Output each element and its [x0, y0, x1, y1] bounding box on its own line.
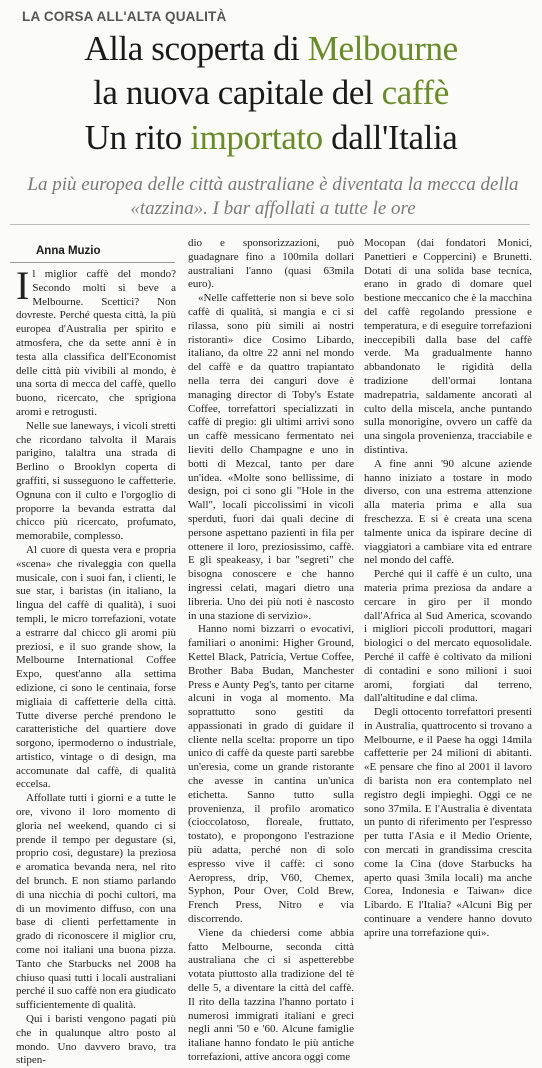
- paragraph: Viene da chiedersi come abbia fatto Melbourne, seconda città australiana che ci si aspetterebbe votata piuttosto alla tradizione del tè delle 5, a diventare la città del caffè. Il rito della tazzina l'hanno portato i numerosi immigrati italiani e greci negli anni '50 e '60. Alcune famiglie italiane hanno fondato le più antiche torrefazioni, attive ancora oggi come: [188, 926, 354, 1064]
- byline: Anna Muzio: [36, 245, 101, 257]
- paragraph: Affollate tutti i giorni e a tutte le ore, vivono il loro momento di gloria nel weekend, quando ci si prende il tempo per degustare (sì, proprio così, degustare) la preziosa e aromatica bevanda nera, nel rito del brunch. E non stiamo parlando di una nicchia di pochi cultori, ma di un movimento diffuso, con una base di clienti perfettamente in grado di riconoscere il miglior cru, come noi italiani una buona pizza. Tanto che Starbucks nel 2008 ha chiuso quasi tutti i locali australiani perché il suo caffè non era giudicato sufficientemente di qualità.: [16, 792, 176, 1012]
- headline-text: dall'Italia: [322, 118, 458, 157]
- dropcap: I: [16, 263, 30, 308]
- headline-text: la nuova capitale del: [93, 73, 382, 112]
- kicker: LA CORSA ALL'ALTA QUALITÀ: [22, 9, 227, 24]
- divider: [10, 224, 530, 225]
- headline-line-1: [0, 30, 542, 68]
- paragraph: Perché qui il caffè è un culto, una materia prima preziosa da andare a cercare in giro per il mondo dall'Africa al Sud America, scovando i migliori piccoli produttori, magari biologici o del mercato equosolidale. Perché il caffè è coltivato da milioni di contadini e sono milioni i suoi aromi, forgiati dal terreno, dall'altitudine e dal clima.: [364, 568, 532, 705]
- headline-text: Alla scoperta di: [84, 29, 308, 68]
- headline-line-3: [0, 119, 542, 157]
- subhead: La più europea delle città australiane è diventata la mecca della «tazzina». I bar affollati a tutte le ore: [27, 174, 519, 219]
- headline-accent: Melbourne: [307, 29, 458, 68]
- headline-line-2: [0, 74, 542, 112]
- article-column-3: [364, 237, 532, 963]
- paragraph: «Nelle caffetterie non si beve solo caffè di qualità, si mangia e ci si rilassa, sono più simili ai nostri ristoranti» dice Cosimo Libardo, italiano, da oltre 22 anni nel mondo del caffè e da quattro trapiantato nella terra dei canguri dove è managing director di Toby's Estate Coffee, torrefattori specializzati in caffè di pregio: gli ultimi arrivi sono un caffè messicano fermentato nei lieviti dello Champagne e uno in botti di Mezcal, tanto per dare un'idea. «Molte sono bellissime, di design, poi ci sono gli "Hole in the Wall", locali piccolissimi in vicoli sperduti, fuori dai quali decine di persone aspettano pazienti in fila per ottenere il loro, preziosissimo, caffè. E gli speakeasy, i bar "segreti" che bisogna conoscere e che hanno ingressi celati, magari dietro una libreria. Uno dei più noti è nascosto in una stazione di servizio».: [188, 292, 354, 622]
- paragraph: Nelle sue laneways, i vicoli stretti che ricordano talvolta il Marais parigino, talaltra una strada di Berlino o Brooklyn coperta di graffiti, si susseguono le caffetterie. Ognuna con il culto e l'orgoglio di proporre la bevanda estratta dal chicco più ricercato, profumato, memorabile, complesso.: [16, 419, 176, 543]
- headline-accent: caffè: [381, 73, 449, 112]
- byline-divider: [10, 262, 175, 263]
- paragraph: Al cuore di questa vera e propria «scena» che rivaleggia con quella musicale, con i suoi fan, i clienti, le sue star, i baristas (in italiano, la lingua del caffè di qualità), i suoi templi, le micro torrefazioni, votate a estrarre dal chicco gli aromi più preziosi, e il suo grande show, la Melbourne International Coffee Expo, quest'anno alla settima edizione, ci sono le centinaia, forse migliaia di caffetterie della città. Tutte diverse perché prendono le caratteristiche del quartiere dove sorgono, ipermoderno o industriale, artistico, vintage o di design, ma accomunate dal caffè, di qualità eccelsa.: [16, 543, 176, 791]
- headline-text: Un rito: [84, 118, 191, 157]
- paragraph-text: l miglior caffè del mondo? Secondo molti si beve a Melbourne. Scettici? Non dovreste. Perché questa città, la più europea d'Australia per spirito e atmosfera, che da sette anni è in testa alla classifica dell'Economist delle città più vivibili al mondo, è una sorta di mecca del caffè, quello buono, ricercato, che sprigiona aromi e retrogusti.: [16, 268, 176, 418]
- paragraph: Degli ottocento torrefattori presenti in Australia, quattrocento si trovano a Melbourne, e il Paese ha oggi 14mila caffetterie per 24 milioni di abitanti. «E pensare che fino al 2001 il lavoro di barista non era contemplato nel registro degli impieghi. Oggi ce ne sono 37mila. E l'Australia è diventata un punto di riferimento per l'espresso per tutta l'Asia e il Medio Oriente, con mercati in grandissima crescita come la Cina (dove Starbucks ha aperto quasi 3mila locali) ma anche Corea, Indonesia e Taiwan» dice Libardo. E l'Italia? «Alcuni Big per continuare a vendere hanno dovuto aprire una torrefazione qui».: [364, 706, 532, 939]
- paragraph: Mocopan (dai fondatori Monici, Panettieri e Coppercini) e Brunetti. Dotati di una solida base tecnica, erano in grado di domare quel bestione meccanico che è la macchina del caffè regolando pressione e temperatura, e di eseguire torrefazioni ineccepibili dalla base del caffè verde. Ma gradualmente hanno abbandonato le rigidità della tradizione dell'ormai lontana madrepatria, saldamente ancorati al culto della miscela, anche puntando sulla monorigine, ovvero un caffè da una singola provenienza, tracciabile e distintiva.: [364, 237, 532, 456]
- paragraph: Hanno nomi bizzarri o evocativi, familiari o anonimi: Higher Ground, Kettel Black, Patricia, Vertue Coffee, Brother Baba Budan, Manchester Press e Aunty Peg's, tanto per citarne alcuni in voga al momento. Ma soprattutto sono gestiti da appassionati in grado di guidare il cliente nella scelta: proporre un tipo unico di caffè da queste parti sarebbe un'eresia, come un grande ristorante che avesse in cantina un'unica etichetta. Sanno tutto sulla provenienza, il profilo aromatico (cioccolatoso, floreale, fruttato, tostato), e propongono l'estrazione più adatta, perché non di solo espresso vive il caffè: ci sono Aeropress, drip, V60, Chemex, Syphon, Pour Over, Cold Brew, French Press, Nitro e via discorrendo.: [188, 623, 354, 926]
- paragraph: Qui i baristi vengono pagati più che in qualunque altro posto al mondo. Uno davvero bravo, tra stipen-: [16, 1013, 176, 1067]
- article-column-1: [16, 263, 176, 1067]
- paragraph: A fine anni '90 alcune aziende hanno iniziato a tostare in modo diverso, con una estrema attenzione alla materia prima e alla sua freschezza. E si è creata una scena talmente unica da ispirare decine di viaggiatori a cambiare vita ed entrare nel mondo del caffè.: [364, 457, 532, 567]
- paragraph: dio e sponsorizzazioni, può guadagnare fino a 100mila dollari australiani l'anno (quasi 63mila euro).: [188, 237, 354, 291]
- paragraph: [16, 263, 176, 420]
- article-column-2: [188, 237, 354, 1064]
- headline-accent: importato: [190, 118, 323, 157]
